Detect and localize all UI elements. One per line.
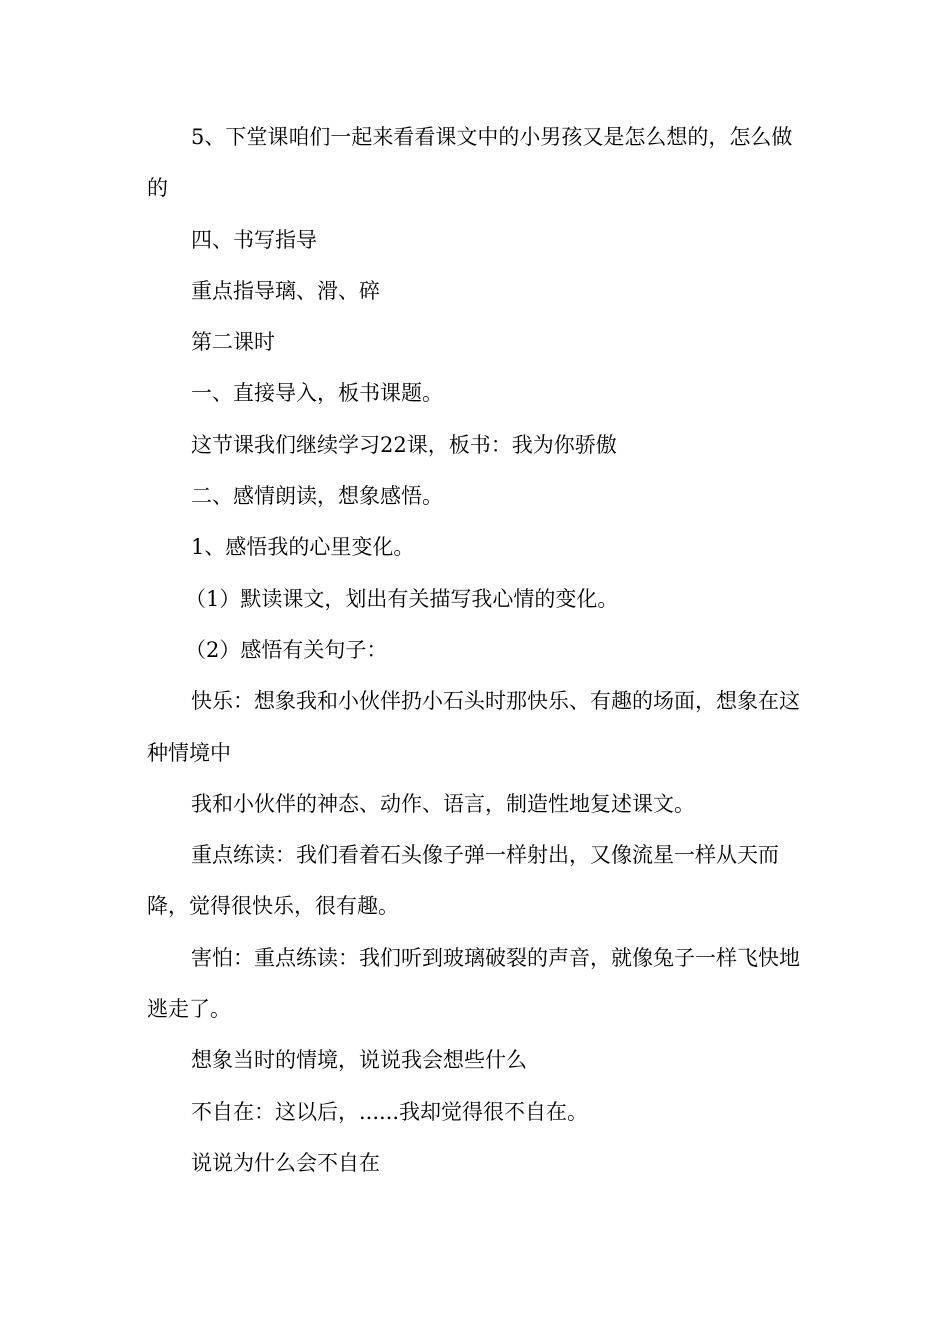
paragraph-silent-reading: （1）默读课文，划出有关描写我心情的变化。 (185, 586, 619, 611)
paragraph-afraid: 害怕：重点练读：我们听到玻璃破裂的声音，就像兔子一样飞快地逃走了。 (147, 945, 800, 1022)
paragraph-feel-changes: 1、感悟我的心里变化。 (191, 535, 415, 560)
document-body (147, 112, 807, 1189)
paragraph-continue-lesson: 这节课我们继续学习22课，板书：我为你骄傲 (191, 432, 617, 457)
heading-emotional-reading: 二、感情朗读，想象感悟。 (191, 484, 443, 509)
heading-writing-guidance: 四、书写指导 (191, 227, 317, 252)
paragraph-why-uneasy: 说说为什么会不自在 (191, 1150, 380, 1175)
paragraph-imagine: 想象当时的情境，说说我会想些什么 (191, 1048, 527, 1073)
paragraph-next-lesson: 5、下堂课咱们一起来看看课文中的小男孩又是怎么想的，怎么做的 (147, 125, 793, 201)
paragraph-retell: 我和小伙伴的神态、动作、语言，制造性地复述课文。 (191, 791, 695, 816)
paragraph-practice-reading: 重点练读：我们看着石头像子弹一样射出，又像流星一样从天而降，觉得很快乐，很有趣。 (147, 843, 779, 919)
heading-direct-intro: 一、直接导入，板书课题。 (191, 381, 443, 406)
paragraph-uneasy: 不自在：这以后，......我却觉得很不自在。 (191, 1099, 589, 1124)
paragraph-happy: 快乐：想象我和小伙伴扔小石头时那快乐、有趣的场面，想象在这种情境中 (147, 689, 800, 765)
paragraph-key-characters: 重点指导璃、滑、碎 (191, 278, 380, 303)
paragraph-feel-sentences: （2）感悟有关句子： (185, 637, 388, 662)
heading-second-period: 第二课时 (191, 330, 275, 355)
